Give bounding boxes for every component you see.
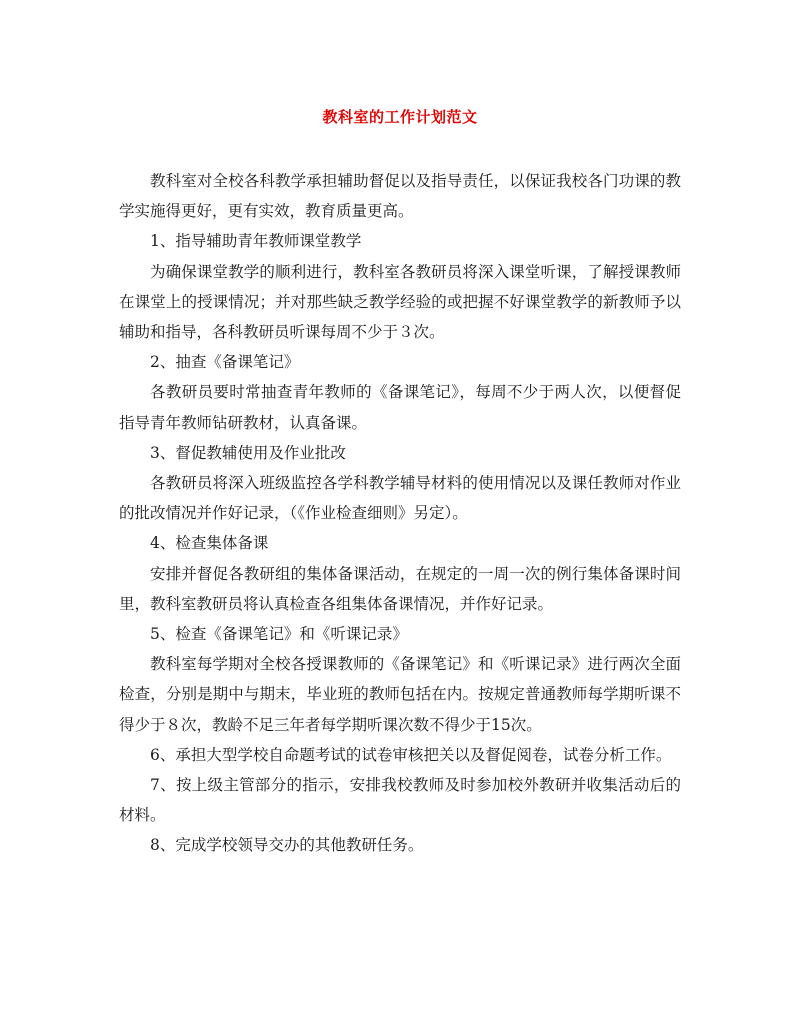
item-8-paragraph: 8、完成学校领导交办的其他教研任务。	[150, 836, 424, 855]
item-2-heading: 2、抽查《备课笔记》	[150, 353, 300, 372]
item-4-heading: 4、检查集体备课	[150, 534, 269, 553]
item-3-heading: 3、督促教辅使用及作业批改	[150, 443, 346, 462]
item-5-heading: 5、检查《备课笔记》和《听课记录》	[150, 625, 408, 644]
document-body	[119, 166, 681, 861]
item-5-text: 教科室每学期对全校各授课教师的《备课笔记》和《听课记录》进行两次全面检查，分别是期中与期末，毕业班的教师包括在内。按规定普通教师每学期听课不得少于８次，教龄不足三年者每学期听课次数不得少于15次。	[119, 655, 681, 734]
item-1-text: 为确保课堂教学的顺利进行，教科室各教研员将深入课堂听课，了解授课教师在课堂上的授课情况；并对那些缺乏教学经验的或把握不好课堂教学的新教师予以辅助和指导，各科教研员听课每周不少于３次。	[119, 262, 681, 342]
item-4-text: 安排并督促各教研组的集体备课活动，在规定的一周一次的例行集体备课时间里，教科室教研员将认真检查各组集体备课情况，并作好记录。	[119, 564, 681, 613]
item-1-heading: 1、指导辅助青年教师课堂教学	[150, 232, 362, 251]
item-3-text: 各教研员将深入班级监控各学科教学辅导材料的使用情况以及课任教师对作业的批改情况并作好记录，（《作业检查细则》另定）。	[119, 474, 681, 523]
intro-paragraph: 教科室对全校各科教学承担辅助督促以及指导责任，以保证我校各门功课的教学实施得更好，更有实效，教育质量更高。	[119, 172, 681, 221]
document-title: 教科室的工作计划范文	[322, 108, 478, 126]
item-2-text: 各教研员要时常抽查青年教师的《备课笔记》，每周不少于两人次，以便督促指导青年教师钻研教材，认真备课。	[119, 383, 681, 432]
item-6-paragraph: 6、承担大型学校自命题考试的试卷审核把关以及督促阅卷，试卷分析工作。	[150, 745, 672, 764]
item-7-paragraph: 7、按上级主管部分的指示，安排我校教师及时参加校外教研并收集活动后的材料。	[119, 776, 681, 825]
